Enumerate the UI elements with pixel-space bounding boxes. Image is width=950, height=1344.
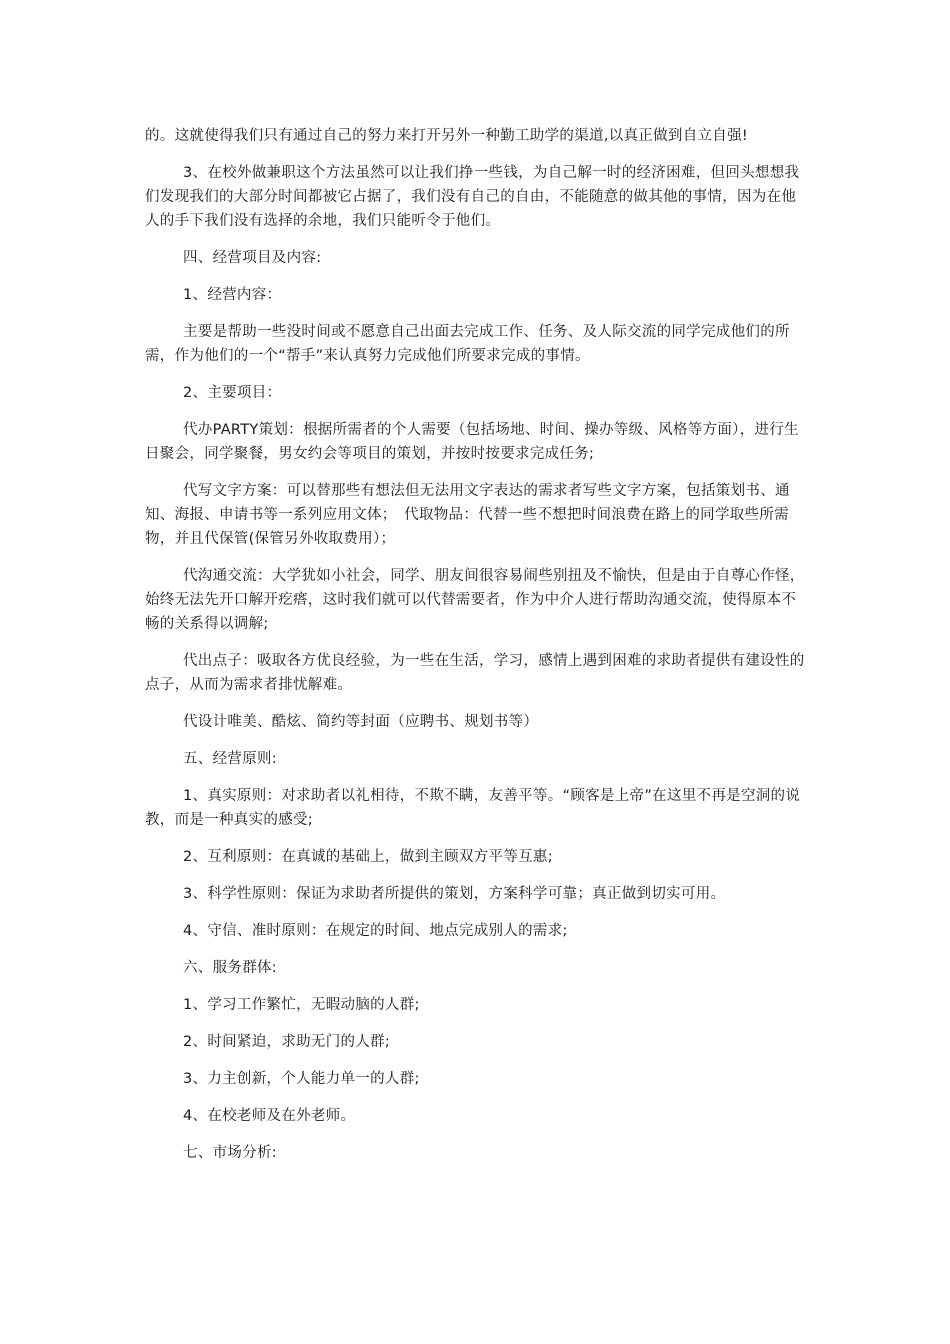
section-heading-business-items: 四、经营项目及内容: bbox=[183, 250, 322, 266]
service-group-teachers: 4、在校老师及在外老师。 bbox=[183, 1108, 356, 1124]
principle-scientific: 3、科学性原则：保证为求助者所提供的策划，方案科学可靠；真正做到切实可用。 bbox=[183, 886, 726, 902]
document-page bbox=[145, 124, 807, 1178]
paragraph-business-content: 主要是帮助一些没时间或不愿意自己出面去完成工作、任务、及人际交流的同学完成他们的所需，作为他们的一个“帮手”来认真努力完成他们所要求完成的事情。 bbox=[145, 324, 790, 364]
paragraph-cover-design: 代设计唯美、酷炫、简约等封面（应聘书、规划书等） bbox=[183, 714, 539, 730]
paragraph-part-time-drawback: 3、在校外做兼职这个方法虽然可以让我们挣一些钱，为自己解一时的经济困难，但回头想想我们发现我们的大部分时间都被它占据了，我们没有自己的自由，不能随意的做其他的事情，因为在他人的手下我们没有选择的余地，我们只能听令于他们。 bbox=[145, 165, 800, 229]
paragraph-party-planning: 代办PARTY策划：根据所需者的个人需要（包括场地、时间、操办等级、风格等方面），进行生日聚会，同学聚餐，男女约会等项目的策划，并按时按要求完成任务; bbox=[145, 422, 799, 462]
section-heading-principles: 五、经营原则: bbox=[183, 751, 277, 767]
principle-truth: 1、真实原则：对求助者以礼相待，不欺不瞒，友善平等。“顾客是上帝”在这里不再是空洞的说教，而是一种真实的感受; bbox=[145, 788, 801, 828]
paragraph-writing-service: 代写文字方案：可以替那些有想法但无法用文字表达的需求者写些文字方案，包括策划书、通知、海报、申请书等一系列应用文体； 代取物品：代替一些不想把时间浪费在路上的同学取些所需物，并且代保管(保管另外收取费用）； bbox=[145, 483, 790, 547]
section-heading-market-analysis: 七、市场分析: bbox=[183, 1145, 277, 1161]
subheading-business-content: 1、经营内容： bbox=[183, 287, 282, 303]
paragraph-ideas-service: 代出点子：吸取各方优良经验，为一些在生活，学习，感情上遇到困难的求助者提供有建设性的点子，从而为需求者排忧解难。 bbox=[145, 653, 805, 693]
section-heading-service-groups: 六、服务群体: bbox=[183, 960, 277, 976]
subheading-main-items: 2、主要项目： bbox=[183, 385, 282, 401]
paragraph-intro-end: 的。这就使得我们只有通过自己的努力来打开另外一种勤工助学的渠道,以真正做到自立自强! bbox=[145, 128, 749, 144]
principle-punctual: 4、守信、准时原则：在规定的时间、地点完成别人的需求; bbox=[183, 923, 568, 939]
principle-mutual-benefit: 2、互利原则：在真诚的基础上，做到主顾双方平等互惠; bbox=[183, 849, 553, 865]
service-group-busy: 1、学习工作繁忙，无暇动脑的人群; bbox=[183, 997, 420, 1013]
paragraph-communication-service: 代沟通交流：大学犹如小社会，同学、朋友间很容易闹些别扭及不愉快，但是由于自尊心作怪，始终无法先开口解开疙瘩，这时我们就可以代替需要者，作为中介人进行帮助沟通交流，使得原本不畅的关系得以调解; bbox=[145, 568, 805, 632]
service-group-urgent: 2、时间紧迫，求助无门的人群; bbox=[183, 1034, 391, 1050]
service-group-innovative: 3、力主创新，个人能力单一的人群; bbox=[183, 1071, 420, 1087]
